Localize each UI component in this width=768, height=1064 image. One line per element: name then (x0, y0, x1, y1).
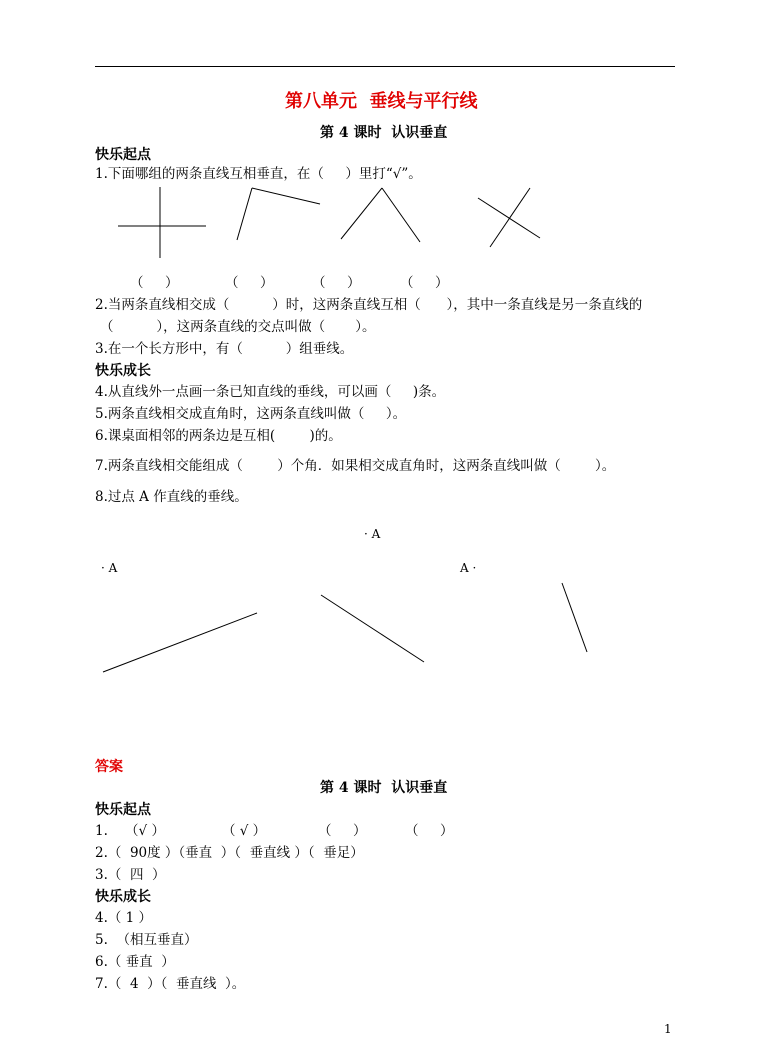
q8-line-1 (103, 613, 257, 672)
unit-title: 第八单元 垂线与平行线 (285, 91, 478, 112)
answer-1-item-1: 1. （√ ） (95, 823, 165, 839)
question-8: 8.过点 A 作直线的垂线。 (95, 489, 248, 505)
q8-line-2 (321, 595, 424, 662)
question-2-line-2: （ ），这两条直线的交点叫做（ ）。 (100, 319, 376, 335)
q1-figure-2-obtuse-angle (237, 188, 320, 240)
lesson-subtitle: 第 4 课时 认识垂直 (320, 125, 448, 141)
answers-section-growth: 快乐成长 (95, 889, 151, 905)
q1-blank-1: （ ） (130, 275, 179, 291)
question-3: 3.在一个长方形中，有（ ）组垂线。 (95, 341, 354, 357)
question-1: 1.下面哪组的两条直线互相垂直，在（ ）里打“√”。 (95, 166, 422, 182)
question-4: 4.从直线外一点画一条已知直线的垂线，可以画（ )条。 (95, 384, 446, 400)
answer-1-item-4: （ ） (405, 823, 454, 839)
answer-3: 3.（ 四 ） (95, 867, 166, 883)
question-7: 7.两条直线相交能组成（ ）个角．如果相交成直角时，这两条直线叫做（ ）。 (95, 458, 616, 474)
answer-6: 6.（ 垂直 ） (95, 954, 175, 970)
q1-blank-4: （ ） (400, 275, 449, 291)
page-number: 1 (664, 1022, 672, 1036)
section-warmup: 快乐起点 (95, 147, 151, 163)
answers-section-warmup: 快乐起点 (95, 802, 151, 818)
q1-figure-1-perpendicular-cross (118, 187, 206, 258)
point-a-middle: · A (364, 527, 381, 541)
answer-1-item-2: （ √ ） (222, 823, 267, 839)
q8-line-3 (562, 583, 587, 652)
answers-subtitle: 第 4 课时 认识垂直 (320, 780, 448, 796)
answers-heading: 答案 (95, 759, 123, 775)
point-a-left: · A (101, 561, 118, 575)
answer-5: 5. （相互垂直） (95, 932, 198, 948)
answer-2: 2.（ 90度 ）（垂直 ）（ 垂直线 ）（ 垂足） (95, 845, 364, 861)
answer-1-item-3: （ ） (318, 823, 367, 839)
section-growth: 快乐成长 (95, 363, 151, 379)
q1-figure-4-oblique-cross (478, 188, 540, 247)
q1-blank-2: （ ） (225, 275, 274, 291)
answer-7: 7.（ 4 ）（ 垂直线 ）。 (95, 976, 246, 992)
q1-figure-3-angle (341, 188, 420, 242)
point-a-right: A · (460, 561, 477, 575)
question-6: 6.课桌面相邻的两条边是互相( )的。 (95, 428, 342, 444)
answer-4: 4.（ 1 ） (95, 910, 153, 926)
question-2-line-1: 2.当两条直线相交成（ ）时，这两条直线互相（ ），其中一条直线是另一条直线的 (95, 297, 643, 313)
q1-blank-3: （ ） (312, 275, 361, 291)
question-5: 5.两条直线相交成直角时，这两条直线叫做（ ）。 (95, 406, 407, 422)
